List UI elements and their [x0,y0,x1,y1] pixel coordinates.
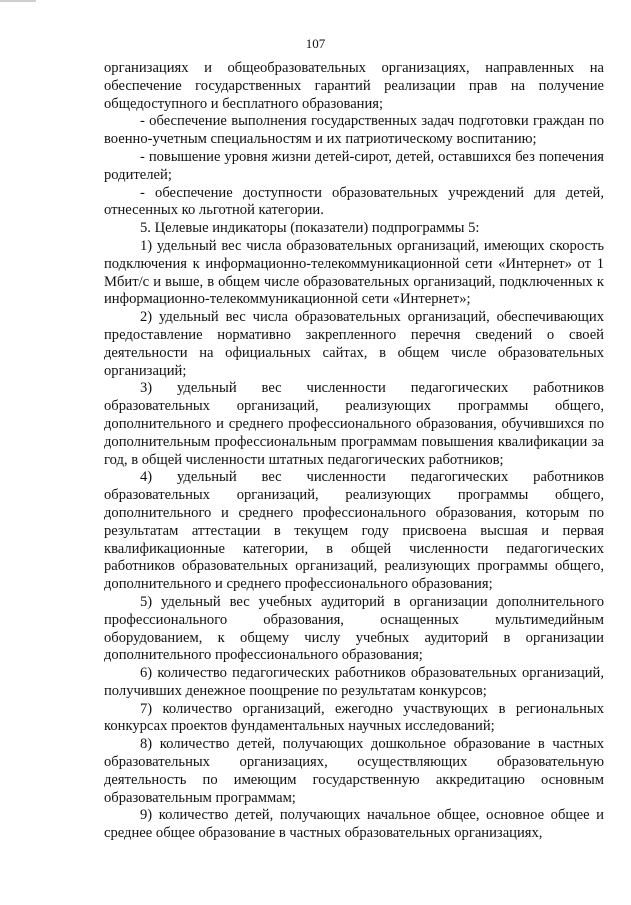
paragraph-indicator-5: 5) удельный вес учебных аудиторий в организации дополнительного профессионального образования, оснащенных мультимедийным оборудованием, к общему числу учебных аудиторий в организации дополнительного профессионального образования; [104,593,604,664]
paragraph-task-military: - обеспечение выполнения государственных задач подготовки граждан по военно-учетным специальностям и их патриотическому воспитанию; [104,113,604,148]
page-number: 107 [305,36,326,51]
paragraph-indicator-7: 7) количество организаций, ежегодно участвующих в региональных конкурсах проектов фундаментальных научных исследований; [104,700,604,735]
paragraph-indicator-9: 9) количество детей, получающих начальное общее, основное общее и среднее общее образование в частных образовательных организациях, [104,807,604,842]
paragraph-indicators-heading: 5. Целевые индикаторы (показатели) подпрограммы 5: [140,220,480,237]
paragraph-indicator-1: 1) удельный вес числа образовательных организаций, имеющих скорость подключения к информационно-телекоммуникационной сети «Интернет» от 1 Мбит/с и выше, в общем числе образовательных организаций, подключенных к информационно-телекоммуникационной сети «Интернет»; [104,237,604,308]
paragraph-task-access: - обеспечение доступности образовательных учреждений для детей, отнесенных ко льготной категории. [104,184,604,219]
paragraph-task-orphans: - повышение уровня жизни детей-сирот, детей, оставшихся без попечения родителей; [104,148,604,183]
scan-corner-mark [0,0,36,2]
paragraph-indicator-4: 4) удельный вес численности педагогических работников образовательных организаций, реализующих программы общего, дополнительного и среднего профессионального образования, которым по результатам аттестации в текущем году присвоена высшая и первая квалификационные категории, в общей численности педагогических работников образовательных организаций, реализующих программы общего, дополнительного и среднего профессионального образования; [104,469,604,593]
paragraph-continuation: организациях и общеобразовательных организациях, направленных на обеспечение государственных гарантий реализации прав на получение общедоступного и бесплатного образования; [104,60,604,112]
paragraph-indicator-2: 2) удельный вес числа образовательных организаций, обеспечивающих предоставление нормативно закрепленного перечня сведений о своей деятельности на официальных сайтах, в общем числе образовательных организаций; [104,309,604,379]
paragraph-indicator-3: 3) удельный вес численности педагогических работников образовательных организаций, реализующих программы общего, дополнительного и среднего профессионального образования, обучившихся по дополнительным профессиональным программам повышения квалификации за год, в общей численности штатных педагогических работников; [104,380,604,468]
document-body [104,60,604,843]
paragraph-indicator-6: 6) количество педагогических работников образовательных организаций, получивших денежное поощрение по результатам конкурсов; [104,665,604,699]
paragraph-indicator-8: 8) количество детей, получающих дошкольное образование в частных образовательных организациях, осуществляющих образовательную деятельность по имеющим государственную аккредитацию основным образовательным программам; [104,736,604,806]
